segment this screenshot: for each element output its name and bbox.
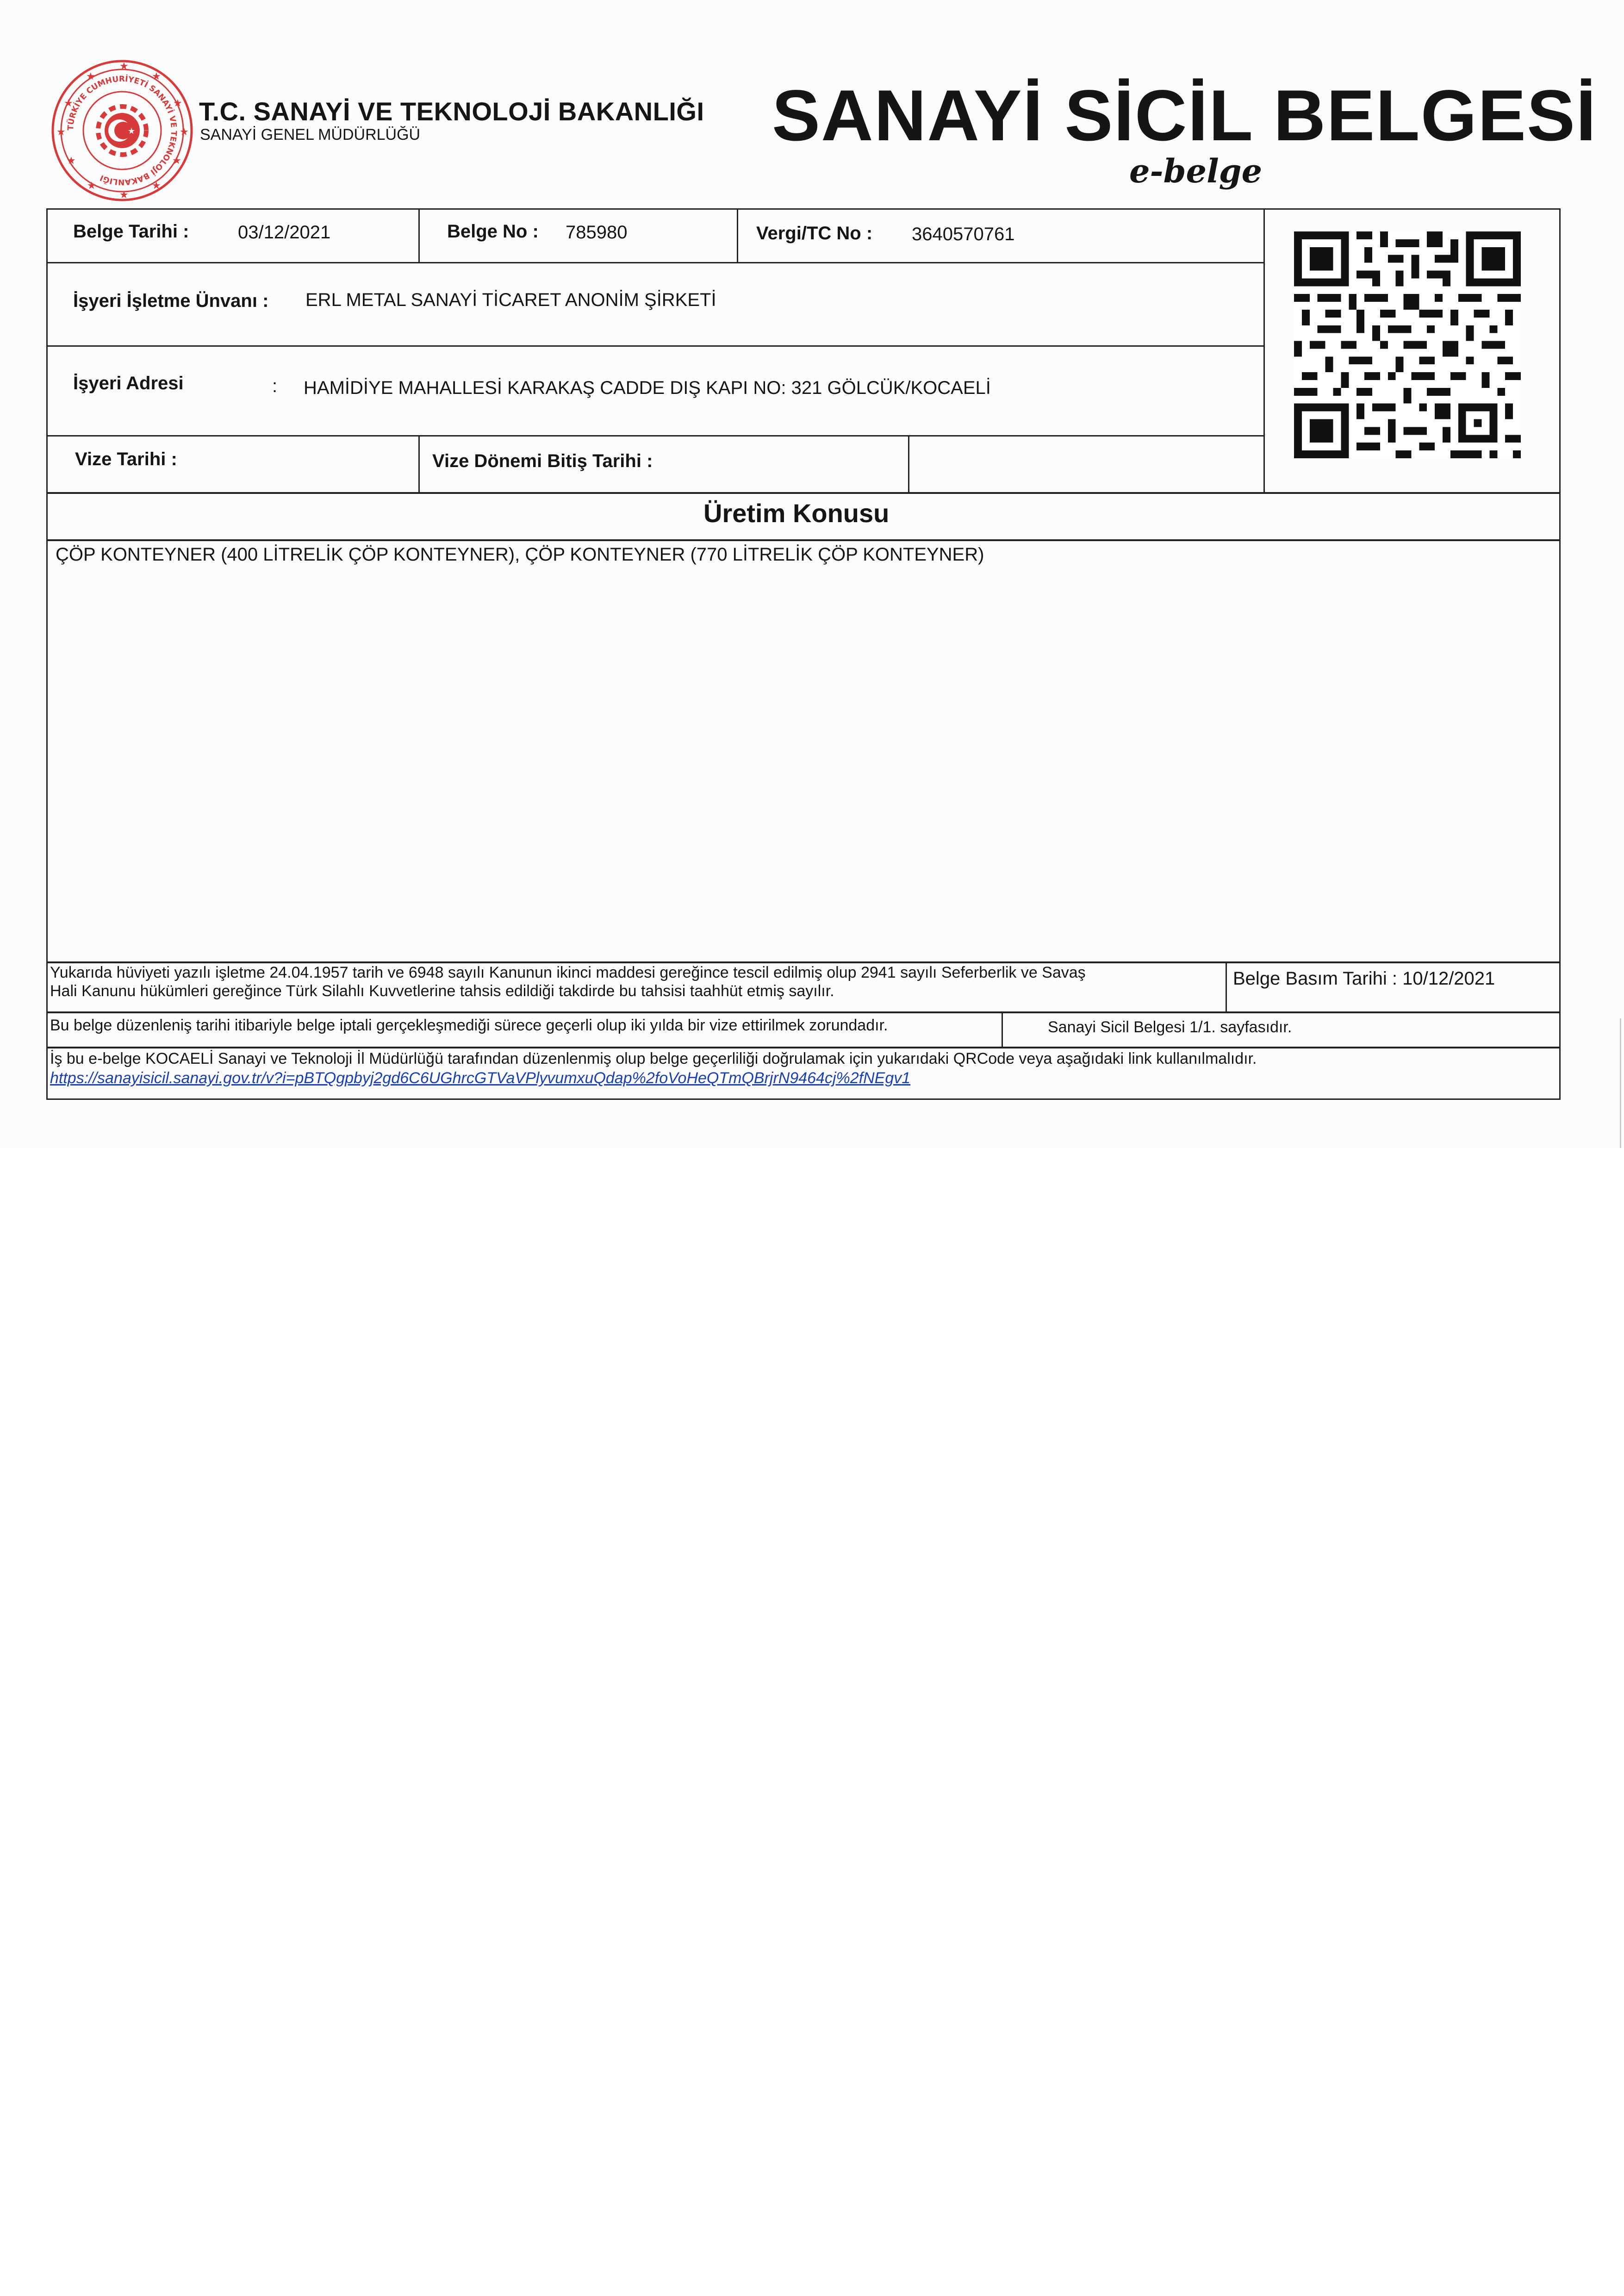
vize-donemi-label: Vize Dönemi Bitiş Tarihi : — [432, 451, 653, 471]
document-title: SANAYİ SİCİL BELGESİ — [772, 75, 1597, 156]
belge-tarihi-value: 03/12/2021 — [238, 222, 331, 243]
svg-text:★: ★ — [152, 71, 161, 82]
col-divider — [1226, 962, 1227, 1013]
col-divider — [1002, 1012, 1003, 1048]
production-content: ÇÖP KONTEYNER (400 LİTRELİK ÇÖP KONTEYNER), ÇÖP KONTEYNER (770 LİTRELİK ÇÖP KONTEYNER) — [56, 544, 984, 565]
col-divider — [418, 435, 420, 493]
belge-tarihi-label: Belge Tarihi : — [73, 221, 189, 242]
directorate-name: SANAYİ GENEL MÜDÜRLÜĞÜ — [200, 126, 421, 144]
svg-text:★: ★ — [128, 126, 136, 136]
verification-text: İş bu e-belge KOCAELİ Sanayi ve Teknoloji İl Müdürlüğü tarafından düzenlenmiş olup belge geçerliliği doğrulamak için yukarıdaki QRCode veya aşağıdaki link kullanılmalıdır. — [50, 1050, 1257, 1067]
col-divider — [737, 208, 738, 263]
col-divider — [908, 435, 909, 493]
vergi-no-label: Vergi/TC No : — [756, 223, 873, 243]
col-divider — [418, 208, 420, 263]
unvan-label: İşyeri İşletme Ünvanı : — [73, 291, 269, 311]
svg-text:★: ★ — [173, 98, 182, 109]
verification-link[interactable]: https://sanayisicil.sanayi.gov.tr/v?i=pBTQgpbyj2gd6C6UGhrcGTVaVPlyvumxuQdap%2foVoHeQTmQBrjrN9464cj%2fNEgv1 — [50, 1069, 911, 1087]
svg-text:TÜRKİYE CUMHURİYETİ SANAYİ VE: TÜRKİYE CUMHURİYETİ SANAYİ VE TEKNOLOJİ BAKANLIĞI — [66, 74, 179, 187]
adres-colon: : — [272, 376, 278, 396]
legal-text-line2: Hali Kanunu hükümleri gereğince Türk Silahlı Kuvvetlerine tahsis edildiği takdirde bu tahsisi taahhüt etmiş sayılır. — [50, 982, 834, 1000]
e-belge-subtitle: e-belge — [1129, 152, 1263, 190]
row-divider — [46, 262, 1264, 263]
belge-no-value: 785980 — [566, 222, 628, 243]
legal-text-line1: Yukarıda hüviyeti yazılı işletme 24.04.1957 tarih ve 6948 sayılı Kanunun ikinci maddesi gereğince tescil edilmiş olup 2941 sayılı Seferberlik ve Savaş — [50, 964, 1086, 981]
production-content-box — [46, 540, 1561, 963]
belge-no-label: Belge No : — [447, 221, 539, 242]
svg-text:★: ★ — [152, 180, 161, 192]
svg-text:★: ★ — [87, 180, 96, 192]
svg-text:★: ★ — [180, 126, 189, 138]
svg-text:★: ★ — [119, 189, 129, 201]
row-divider — [46, 345, 1264, 347]
adres-label: İşyeri Adresi — [73, 373, 184, 393]
svg-text:★: ★ — [64, 98, 73, 109]
ministry-name: T.C. SANAYİ VE TEKNOLOJİ BAKANLIĞI — [199, 97, 704, 126]
svg-text:★: ★ — [119, 61, 129, 72]
qr-divider — [1263, 208, 1265, 493]
row-divider — [46, 435, 1264, 437]
svg-text:★: ★ — [86, 71, 95, 82]
adres-value: HAMİDİYE MAHALLESİ KARAKAŞ CADDE DIŞ KAPI NO: 321 GÖLCÜK/KOCAELİ — [304, 378, 991, 398]
validity-text: Bu belge düzenleniş tarihi itibariyle belge iptali gerçekleşmediği sürece geçerli olup iki yılda bir vize ettirilmek zorundadır. — [50, 1017, 888, 1034]
page-info: Sanayi Sicil Belgesi 1/1. sayfasıdır. — [1048, 1018, 1292, 1036]
ministry-seal-logo — [50, 58, 194, 203]
production-title: Üretim Konusu — [703, 499, 890, 528]
svg-text:★: ★ — [172, 155, 181, 167]
print-date: Belge Basım Tarihi : 10/12/2021 — [1233, 968, 1495, 989]
svg-text:★: ★ — [56, 126, 66, 138]
vize-tarihi-label: Vize Tarihi : — [75, 449, 177, 469]
page-edge — [1620, 1018, 1621, 1148]
vergi-no-value: 3640570761 — [912, 224, 1015, 244]
qr-code — [1294, 231, 1521, 458]
unvan-value: ERL METAL SANAYİ TİCARET ANONİM ŞİRKETİ — [305, 290, 716, 310]
svg-text:★: ★ — [67, 155, 76, 167]
